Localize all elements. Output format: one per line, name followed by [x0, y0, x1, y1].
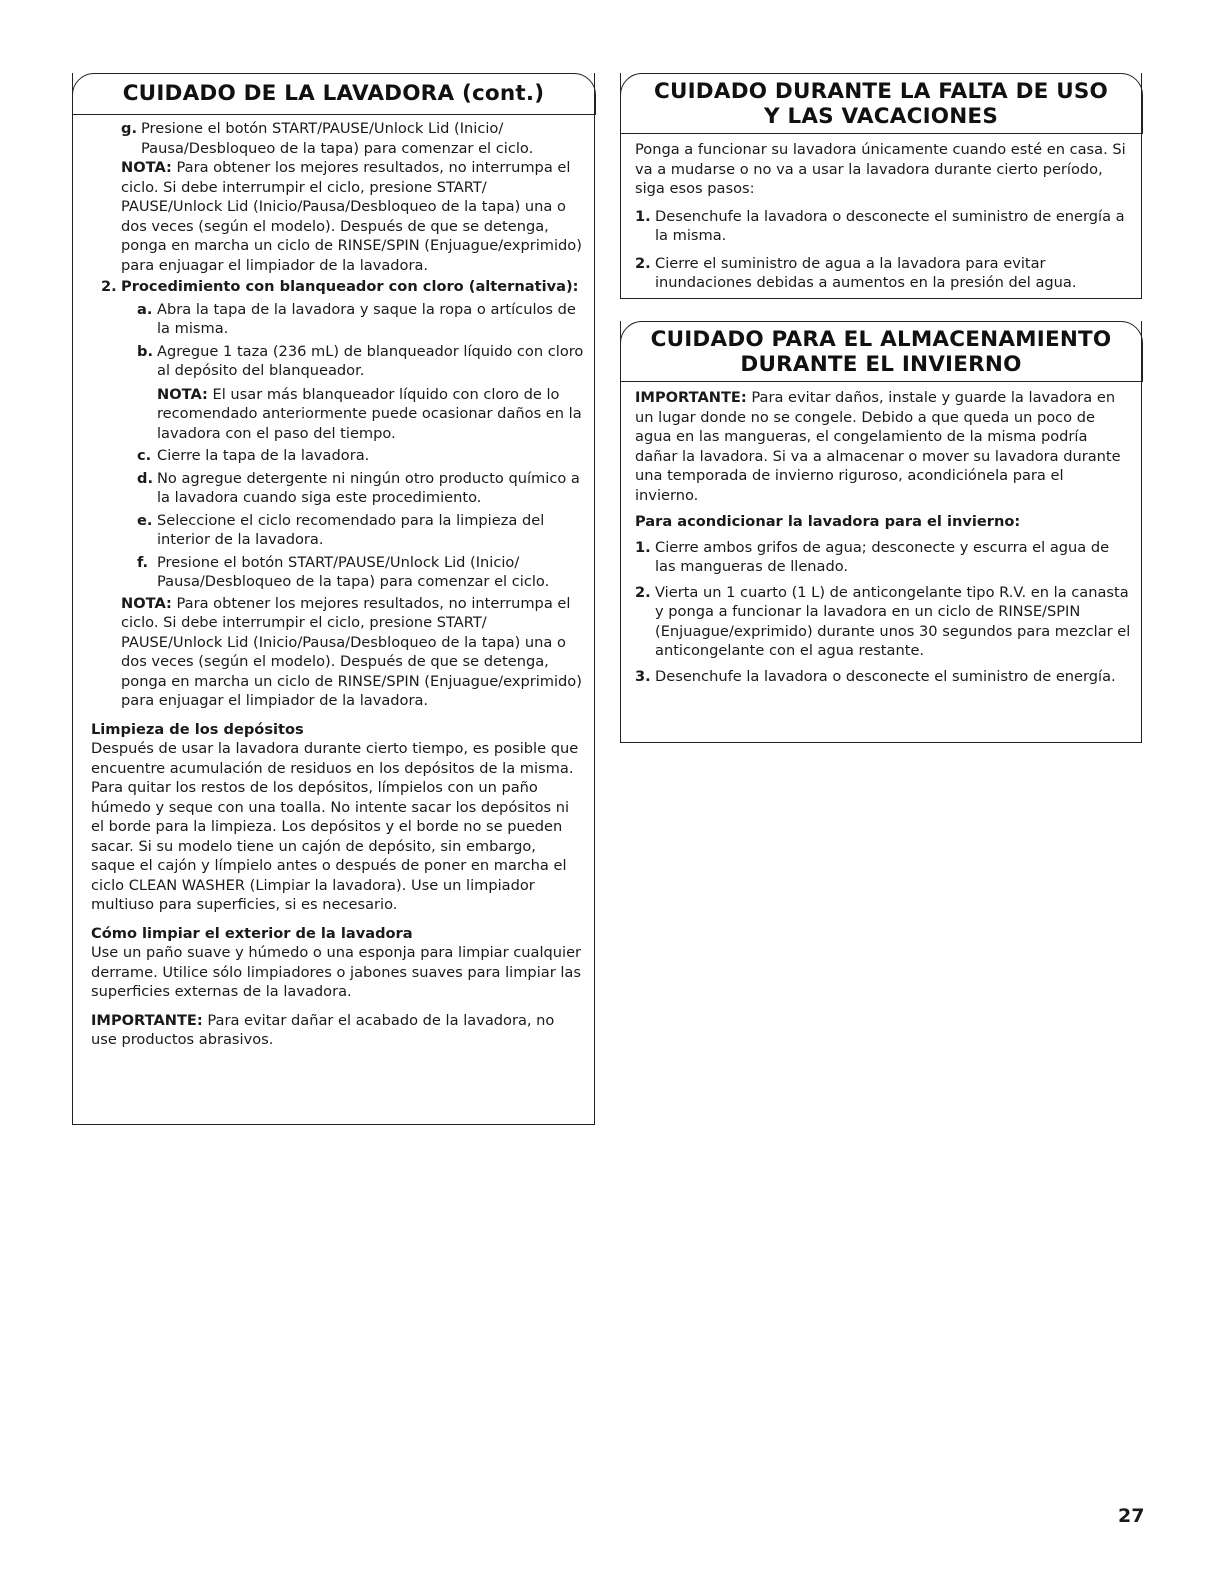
step-2 — [635, 254, 1131, 293]
step-text: Abra la tapa de la lavadora y saque la ropa o artículos de la misma. — [157, 300, 576, 337]
winter-storage-section — [620, 321, 1142, 743]
step-text: Cierre la tapa de la lavadora. — [157, 447, 370, 464]
step-text: Presione el botón START/PAUSE/Unlock Lid (Inicio/ Pausa/Desbloqueo de la tapa) para comenzar el ciclo. — [141, 120, 534, 157]
step-e — [91, 511, 584, 550]
step-marker: g. — [121, 120, 137, 137]
step-text: Vierta un 1 cuarto (1 L) de anticongelante tipo R.V. en la canasta y ponga a funcionar la lavadora en un ciclo de RINSE/SPIN (Enjuague/exprimido) durante unos 30 segundos para mezclar el anticongelante con el agua restante. — [655, 583, 1131, 659]
step-1 — [635, 207, 1131, 246]
section-title-line: Y LAS VACACIONES — [763, 104, 999, 129]
step-text: Presione el botón START/PAUSE/Unlock Lid (Inicio/ Pausa/Desbloqueo de la tapa) para comenzar el ciclo. — [157, 553, 550, 590]
note-label: NOTA: — [157, 385, 208, 403]
note-text: El usar más blanqueador líquido con cloro de lo recomendado anteriormente puede ocasionar daños en la lavadora con el paso del tiempo. — [157, 385, 582, 442]
step-g — [91, 119, 584, 158]
deposits-text: Después de usar la lavadora durante cierto tiempo, es posible que encuentre acumulación de residuos en los depósitos de la misma. Para quitar los restos de los depósitos, límpielos con un paño húmedo y seque con una toalla. No intente sacar los depósitos ni el borde para la limpieza. Los depósitos y el borde no se pueden sacar. Si su modelo tiene un cajón de depósito, sin embargo, saque el cajón y límpielo antes o después de poner en marcha el ciclo CLEAN WASHER (Limpiar la lavadora). Use un limpiador multiuso para superficies, si es necesario. — [91, 740, 579, 913]
step-c — [91, 446, 584, 466]
step-marker: f. — [137, 553, 149, 571]
section-title — [620, 321, 1143, 382]
note-text: Para obtener los mejores resultados, no interrumpa el ciclo. Si debe interrumpir el ciclo, presione START/ PAUSE/Unlock Lid (Inicio/Pausa/Desbloqueo de la tapa) una o dos veces (según el modelo). Después de que se detenga, ponga en marcha un ciclo de RINSE/SPIN (Enjuague/exprimido) para enjuagar el limpiador de la lavadora. — [121, 594, 582, 709]
note-label: NOTA: — [121, 594, 172, 612]
step-text: Desenchufe la lavadora o desconecte el suministro de energía. — [655, 667, 1116, 685]
step-f — [91, 553, 584, 592]
step-marker: 2. — [101, 278, 117, 295]
vacation-care-section — [620, 73, 1142, 299]
winterize-heading: Para acondicionar la lavadora para el invierno: — [635, 513, 1021, 530]
step-marker: a. — [137, 300, 153, 318]
section-title: CUIDADO DE LA LAVADORA (cont.) — [72, 73, 596, 115]
note-text: Para obtener los mejores resultados, no interrumpa el ciclo. Si debe interrumpir el ciclo, presione START/ PAUSE/Unlock Lid (Inicio/Pausa/Desbloqueo de la tapa) una o dos veces (según el modelo). Después de que se detenga, ponga en marcha un ciclo de RINSE/SPIN (Enjuague/exprimido) para enjuagar el limpiador de la lavadora. — [121, 159, 582, 274]
step-title: Procedimiento con blanqueador con cloro (alternativa): — [121, 278, 579, 295]
important-note — [635, 388, 1131, 505]
step-2 — [635, 583, 1131, 661]
step-a — [91, 300, 584, 339]
step-marker: 1. — [635, 538, 651, 556]
important-label: IMPORTANTE: — [91, 1011, 203, 1029]
note — [91, 594, 584, 711]
important-text: Para evitar daños, instale y guarde la lavadora en un lugar donde no se congele. Debido a que queda un poco de agua en las mangueras, el congelamiento de la misma podría dañar la lavadora. Si va a almacenar o mover su lavadora durante una temporada de invierno riguroso, acondiciónela para el invierno. — [635, 389, 1121, 504]
section-title-line: DURANTE EL INVIERNO — [740, 352, 1022, 377]
note — [91, 385, 584, 444]
exterior-heading: Cómo limpiar el exterior de la lavadora — [91, 924, 413, 942]
section-body — [73, 115, 594, 1058]
step-marker: 2. — [635, 254, 651, 272]
exterior-text: Use un paño suave y húmedo o una esponja para limpiar cualquier derrame. Utilice sólo limpiadores o jabones suaves para limpiar las superficies externas de la lavadora. — [91, 944, 582, 1000]
note-label: NOTA: — [121, 159, 172, 176]
section-body — [621, 382, 1141, 694]
step-text: Agregue 1 taza (236 mL) de blanqueador líquido con cloro al depósito del blanqueador. — [157, 342, 584, 379]
section-title-line: CUIDADO DURANTE LA FALTA DE USO — [653, 79, 1109, 104]
step-text: Cierre ambos grifos de agua; desconecte y escurra el agua de las mangueras de llenado. — [655, 538, 1110, 575]
step-marker: 2. — [635, 583, 651, 601]
step-text: Seleccione el ciclo recomendado para la limpieza del interior de la lavadora. — [157, 511, 545, 548]
step-text: No agregue detergente ni ningún otro producto químico a la lavadora cuando siga este procedimiento. — [157, 469, 580, 506]
note — [91, 158, 584, 275]
important-note — [91, 1011, 584, 1050]
step-1 — [635, 538, 1131, 577]
step-marker: c. — [137, 447, 152, 464]
section-title — [620, 73, 1143, 134]
step-marker: 3. — [635, 667, 651, 685]
step-marker: d. — [137, 469, 153, 487]
deposits-heading: Limpieza de los depósitos — [91, 720, 304, 738]
page-number: 27 — [1118, 1505, 1145, 1527]
step-marker: e. — [137, 511, 153, 529]
step-2 — [91, 277, 584, 297]
important-text: Para evitar dañar el acabado de la lavadora, no use productos abrasivos. — [91, 1011, 555, 1048]
step-text: Desenchufe la lavadora o desconecte el suministro de energía a la misma. — [655, 207, 1125, 244]
step-marker: 1. — [635, 207, 651, 225]
step-3 — [635, 667, 1131, 687]
washer-care-section — [72, 73, 595, 1125]
step-b — [91, 342, 584, 381]
step-text: Cierre el suministro de agua a la lavadora para evitar inundaciones debidas a aumentos en la presión del agua. — [655, 254, 1077, 291]
step-d — [91, 469, 584, 508]
important-label: IMPORTANTE: — [635, 389, 747, 406]
section-title-line: CUIDADO PARA EL ALMACENAMIENTO — [650, 327, 1112, 352]
section-body — [621, 134, 1141, 301]
intro-text: Ponga a funcionar su lavadora únicamente cuando esté en casa. Si va a mudarse o no va a usar la lavadora durante cierto período, siga esos pasos: — [635, 141, 1126, 197]
step-marker: b. — [137, 342, 153, 360]
